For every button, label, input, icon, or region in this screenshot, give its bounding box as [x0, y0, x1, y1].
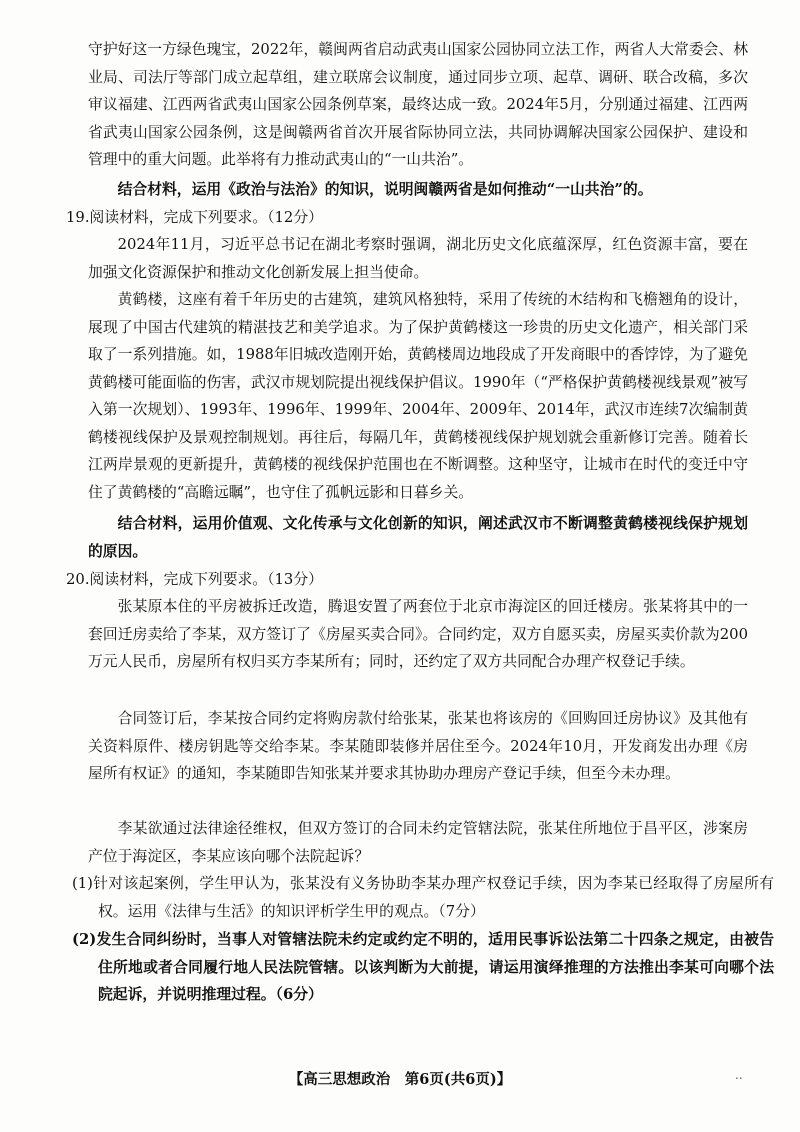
q19-heading: 19.阅读材料，完成下列要求。（12分） — [66, 209, 323, 226]
material-continuation: 守护好这一方绿色瑰宝，2022年，赣闽两省启动武夷山国家公园协同立法工作，两省人大常委会、林业局、司法厅等部门成立起草组，建立联席会议制度，通过同步立项、起草、调研、联合改稿，多次审议福建、江西两省武夷山国家公园条例草案，最终达成一致。2024年5月，分别通过福建、江西两省武夷山国家公园条例，这是闽赣两省首次开展省际协同立法，共同协调解决国家公园保护、建设和管理中的重大问题。此举将有力推动武夷山的“一山共治”。 — [88, 41, 748, 168]
q20-paragraph-3: 李某欲通过法律途径维权，但双方签订的合同未约定管辖法院，张某住所地位于昌平区，涉案房产位于海淀区，李某应该向哪个法院起诉？ — [88, 820, 748, 865]
q19-paragraph-1: 2024年11月，习近平总书记在湖北考察时强调，湖北历史文化底蕴深厚，红色资源丰富，要在加强文化资源保护和推动文化创新发展上担当使命。 — [88, 236, 748, 281]
q19-task: 结合材料，运用价值观、文化传承与文化创新的知识，阐述武汉市不断调整黄鹤楼视线保护规划的原因。 — [88, 515, 748, 560]
footer-dots: .. — [735, 1068, 743, 1082]
q20-paragraph-2: 合同签订后，李某按合同约定将购房款付给张某，张某也将该房的《回购回迁房协议》及其他有关资料原件、楼房钥匙等交给李某。李某随即装修并居住至今。2024年10月，开发商发出办理《房屋所有权证》的通知，李某随即告知张某并要求其协助办理房产登记手续，但至今未办理。 — [88, 710, 748, 782]
q20-subquestion-1: (1)针对该起案例，学生甲认为，张某没有义务协助李某办理产权登记手续，因为李某已经取得了房屋所有权。运用《法律与生活》的知识评析学生甲的观点。（7分） — [72, 875, 774, 920]
q20-heading: 20.阅读材料，完成下列要求。（13分） — [66, 571, 323, 588]
q18-task: 结合材料，运用《政治与法治》的知识，说明闽赣两省是如何推动“一山共治”的。 — [117, 181, 653, 198]
q20-paragraph-1: 张某原本住的平房被拆迁改造，腾退安置了两套位于北京市海淀区的回迁楼房。张某将其中的一套回迁房卖给了李某，双方签订了《房屋买卖合同》。合同约定，双方自愿买卖，房屋买卖价款为200万元人民币，房屋所有权归买方李某所有；同时，还约定了双方共同配合办理产权登记手续。 — [88, 598, 748, 670]
page-footer: 【高三思想政治 第6页(共6页)】 — [288, 1071, 512, 1088]
q20-subquestion-2: (2)发生合同纠纷时，当事人对管辖法院未约定或约定不明的，适用民事诉讼法第二十四条之规定，由被告住所地或者合同履行地人民法院管辖。以该判断为大前提，请运用演绎推理的方法推出李某可向哪个法院起诉，并说明推理过程。（6分） — [72, 931, 774, 1003]
q19-paragraph-2: 黄鹤楼，这座有着千年历史的古建筑，建筑风格独特，采用了传统的木结构和飞檐翘角的设计，展现了中国古代建筑的精湛技艺和美学追求。为了保护黄鹤楼这一珍贵的历史文化遗产，相关部门采取了一系列措施。如，1988年旧城改造刚开始，黄鹤楼周边地段成了开发商眼中的香饽饽，为了避免黄鹤楼可能面临的伤害，武汉市规划院提出视线保护倡议。1990年（“严格保护黄鹤楼视线景观”被写入第一次规划）、1993年、1996年、1999年、2004年、2009年、2014年，武汉市连续7次编制黄鹤楼视线保护及景观控制规划。再往后，每隔几年，黄鹤楼视线保护规划就会重新修订完善。随着长江两岸景观的更新提升，黄鹤楼的视线保护范围也在不断调整。这种坚守，让城市在时代的变迁中守住了黄鹤楼的“高瞻远瞩”，也守住了孤帆远影和日暮乡关。 — [88, 291, 748, 501]
